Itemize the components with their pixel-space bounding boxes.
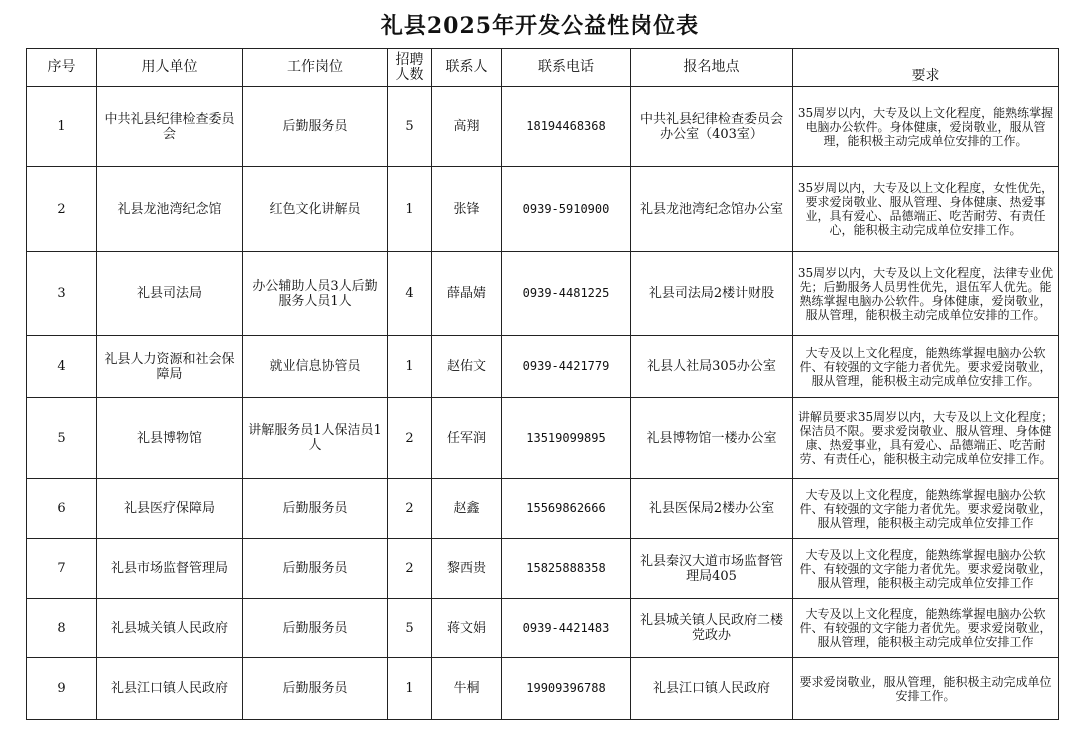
cell-contact: 薛晶婧 — [432, 252, 502, 336]
cell-no: 3 — [27, 252, 97, 336]
cell-requirements: 要求爱岗敬业，服从管理，能积极主动完成单位安排工作。 — [793, 658, 1059, 720]
cell-requirements: 35周岁以内，大专及以上文化程度，能熟练掌握电脑办公软件。身体健康，爱岗敬业，服从管理，能积极主动完成单位安排的工作。 — [793, 87, 1059, 167]
header-count: 招聘人数 — [388, 49, 432, 87]
cell-location: 中共礼县纪律检查委员会办公室（403室） — [631, 87, 793, 167]
table-row — [27, 87, 1059, 167]
cell-requirements: 35周岁以内，大专及以上文化程度，法律专业优先；后勤服务人员男性优先，退伍军人优先。能熟练掌握电脑办公软件。身体健康，爱岗敬业，服从管理，能积极主动完成单位安排的工作。 — [793, 252, 1059, 336]
cell-unit: 礼县司法局 — [97, 252, 243, 336]
cell-position: 就业信息协管员 — [243, 336, 388, 398]
cell-requirements: 大专及以上文化程度，能熟练掌握电脑办公软件、有较强的文字能力者优先。要求爱岗敬业，服从管理，能积极主动完成单位安排工作 — [793, 599, 1059, 658]
cell-position: 后勤服务员 — [243, 87, 388, 167]
cell-count: 4 — [388, 252, 432, 336]
cell-phone: 0939-5910900 — [502, 167, 631, 252]
cell-phone: 0939-4481225 — [502, 252, 631, 336]
cell-unit: 礼县博物馆 — [97, 398, 243, 479]
cell-unit: 中共礼县纪律检查委员会 — [97, 87, 243, 167]
cell-requirements: 大专及以上文化程度，能熟练掌握电脑办公软件、有较强的文字能力者优先。要求爱岗敬业，服从管理，能积极主动完成单位安排工作 — [793, 539, 1059, 599]
cell-contact: 黎西贵 — [432, 539, 502, 599]
table-row — [27, 479, 1059, 539]
positions-table — [26, 48, 1059, 720]
cell-phone: 15825888358 — [502, 539, 631, 599]
cell-contact: 张锋 — [432, 167, 502, 252]
cell-phone: 18194468368 — [502, 87, 631, 167]
cell-contact: 任军润 — [432, 398, 502, 479]
cell-location: 礼县司法局2楼计财股 — [631, 252, 793, 336]
cell-no: 4 — [27, 336, 97, 398]
cell-unit: 礼县市场监督管理局 — [97, 539, 243, 599]
cell-unit: 礼县人力资源和社会保障局 — [97, 336, 243, 398]
cell-contact: 赵鑫 — [432, 479, 502, 539]
cell-position: 红色文化讲解员 — [243, 167, 388, 252]
cell-no: 9 — [27, 658, 97, 720]
cell-count: 1 — [388, 336, 432, 398]
cell-count: 5 — [388, 87, 432, 167]
cell-contact: 赵佑文 — [432, 336, 502, 398]
header-requirements: 要求 — [793, 49, 1059, 87]
cell-position: 讲解服务员1人保洁员1人 — [243, 398, 388, 479]
cell-contact: 牛桐 — [432, 658, 502, 720]
cell-phone: 15569862666 — [502, 479, 631, 539]
cell-count: 2 — [388, 539, 432, 599]
cell-count: 5 — [388, 599, 432, 658]
cell-count: 2 — [388, 398, 432, 479]
cell-phone: 13519099895 — [502, 398, 631, 479]
cell-position: 后勤服务员 — [243, 479, 388, 539]
cell-no: 2 — [27, 167, 97, 252]
header-contact: 联系人 — [432, 49, 502, 87]
cell-unit: 礼县城关镇人民政府 — [97, 599, 243, 658]
cell-position: 后勤服务员 — [243, 658, 388, 720]
header-position: 工作岗位 — [243, 49, 388, 87]
cell-count: 2 — [388, 479, 432, 539]
cell-requirements: 35岁周以内，大专及以上文化程度，女性优先，要求爱岗敬业、服从管理、身体健康、热爱事业，具有爱心、品德端正、吃苦耐劳、有责任心，能积极主动完成单位安排工作。 — [793, 167, 1059, 252]
header-location: 报名地点 — [631, 49, 793, 87]
cell-no: 8 — [27, 599, 97, 658]
cell-requirements: 大专及以上文化程度，能熟练掌握电脑办公软件、有较强的文字能力者优先。要求爱岗敬业，服从管理，能积极主动完成单位安排工作 — [793, 479, 1059, 539]
cell-location: 礼县人社局305办公室 — [631, 336, 793, 398]
header-unit: 用人单位 — [97, 49, 243, 87]
cell-no: 1 — [27, 87, 97, 167]
cell-position: 后勤服务员 — [243, 599, 388, 658]
cell-location: 礼县医保局2楼办公室 — [631, 479, 793, 539]
table-row — [27, 599, 1059, 658]
cell-location: 礼县江口镇人民政府 — [631, 658, 793, 720]
table-row — [27, 398, 1059, 479]
cell-phone: 0939-4421779 — [502, 336, 631, 398]
table-row — [27, 658, 1059, 720]
cell-contact: 蒋文娟 — [432, 599, 502, 658]
cell-count: 1 — [388, 658, 432, 720]
cell-location: 礼县龙池湾纪念馆办公室 — [631, 167, 793, 252]
cell-requirements: 大专及以上文化程度，能熟练掌握电脑办公软件、有较强的文字能力者优先。要求爱岗敬业，服从管理，能积极主动完成单位安排工作。 — [793, 336, 1059, 398]
cell-phone: 0939-4421483 — [502, 599, 631, 658]
cell-contact: 高翔 — [432, 87, 502, 167]
table-header-row — [27, 49, 1059, 87]
cell-no: 7 — [27, 539, 97, 599]
cell-location: 礼县博物馆一楼办公室 — [631, 398, 793, 479]
cell-unit: 礼县龙池湾纪念馆 — [97, 167, 243, 252]
cell-unit: 礼县医疗保障局 — [97, 479, 243, 539]
header-phone: 联系电话 — [502, 49, 631, 87]
cell-count: 1 — [388, 167, 432, 252]
table-row — [27, 336, 1059, 398]
cell-location: 礼县秦汉大道市场监督管理局405 — [631, 539, 793, 599]
cell-location: 礼县城关镇人民政府二楼党政办 — [631, 599, 793, 658]
cell-unit: 礼县江口镇人民政府 — [97, 658, 243, 720]
table-row — [27, 167, 1059, 252]
header-no: 序号 — [27, 49, 97, 87]
cell-no: 5 — [27, 398, 97, 479]
page-title: 礼县2025年开发公益性岗位表 — [380, 13, 700, 39]
cell-position: 后勤服务员 — [243, 539, 388, 599]
table-row — [27, 539, 1059, 599]
cell-requirements: 讲解员要求35周岁以内，大专及以上文化程度；保洁员不限。要求爱岗敬业、服从管理、身体健康、热爱事业，具有爱心、品德端正、吃苦耐劳、有责任心，能积极主动完成单位安排工作。 — [793, 398, 1059, 479]
cell-phone: 19909396788 — [502, 658, 631, 720]
table-row — [27, 252, 1059, 336]
cell-position: 办公辅助人员3人后勤服务人员1人 — [243, 252, 388, 336]
cell-no: 6 — [27, 479, 97, 539]
